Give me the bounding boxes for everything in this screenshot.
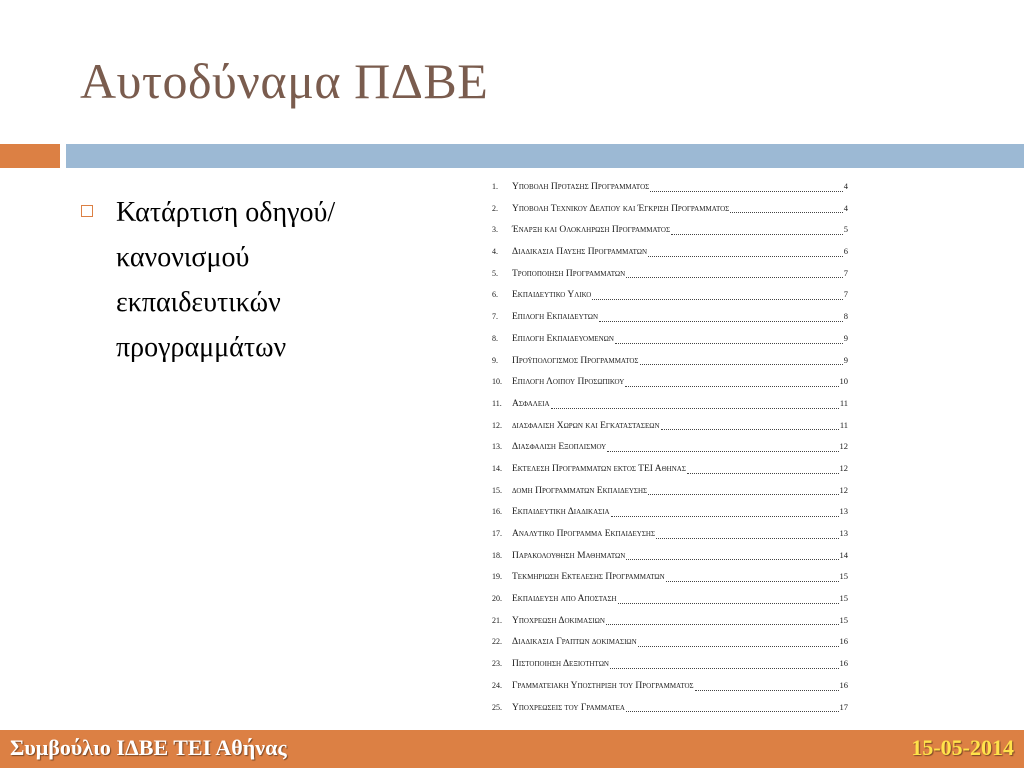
toc-page-number: 6 xyxy=(843,246,848,257)
toc-row xyxy=(492,593,848,615)
toc-page-number: 8 xyxy=(843,311,848,322)
toc-title: Εκπαιδευτικη Διαδικασια xyxy=(512,507,610,518)
toc-page-number: 11 xyxy=(839,397,848,408)
toc-leader-dots xyxy=(650,190,843,192)
toc-title: Υποχρεωσεις του Γραμματεα xyxy=(512,702,625,713)
toc-row xyxy=(492,203,848,225)
toc-title: Προϋπολογισμος Προγραμματος xyxy=(512,355,639,366)
toc-row xyxy=(492,680,848,702)
slide-title: Αυτοδύναμα ΠΔΒΕ xyxy=(80,53,489,109)
toc-title: Έναρξη και Ολοκληρωση Προγραμματος xyxy=(512,225,671,236)
toc-title: Υποβολη Τεχνικου Δελτιου και Έγκριση Προγραμματος xyxy=(512,203,730,214)
footer-organization: Συμβούλιο ΙΔΒΕ ΤΕΙ Αθήνας xyxy=(10,735,287,760)
toc-title: δομη Προγραμματων Εκπαιδευσης xyxy=(512,485,648,496)
toc-row xyxy=(492,528,848,550)
toc-number: 25. xyxy=(492,702,502,712)
toc-leader-dots xyxy=(625,385,838,387)
toc-title: Ασφαλεια xyxy=(512,398,550,409)
toc-row xyxy=(492,289,848,311)
toc-title: Επιλογη Εκπαιδευομενων xyxy=(512,333,614,344)
toc-number: 2. xyxy=(492,203,498,213)
toc-title: Υποβολη Προτασης Προγραμματος xyxy=(512,182,650,192)
toc-row xyxy=(492,224,848,246)
toc-page-number: 9 xyxy=(843,332,848,343)
toc-title: Εκτελεση Προγραμματων εκτος ΤΕΙ Αθηνας xyxy=(512,463,686,474)
toc-number: 11. xyxy=(492,398,502,408)
toc-title: Επιλογη Εκπαιδευτων xyxy=(512,312,599,323)
toc-row xyxy=(492,702,848,724)
toc-leader-dots xyxy=(648,255,843,257)
toc-page-number: 16 xyxy=(839,679,848,690)
toc-leader-dots xyxy=(611,515,839,517)
toc-number: 15. xyxy=(492,485,502,495)
toc-leader-dots xyxy=(730,211,842,213)
toc-page-number: 12 xyxy=(839,441,848,452)
toc-title: Γραμματειακη Υποστηριξη του Προγραμματος xyxy=(512,680,694,691)
toc-leader-dots xyxy=(615,342,843,344)
toc-leader-dots xyxy=(626,710,839,712)
toc-page-number: 5 xyxy=(843,224,848,235)
toc-leader-dots xyxy=(626,276,843,278)
toc-number: 22. xyxy=(492,637,502,647)
toc-number: 23. xyxy=(492,659,502,669)
toc-row xyxy=(492,615,848,637)
toc-leader-dots xyxy=(638,645,839,647)
toc-number: 3. xyxy=(492,225,498,235)
toc-number: 8. xyxy=(492,333,498,343)
toc-row xyxy=(492,636,848,658)
toc-leader-dots xyxy=(695,689,839,691)
toc-page-number: 12 xyxy=(839,462,848,473)
toc-leader-dots xyxy=(610,667,839,669)
toc-number: 14. xyxy=(492,463,502,473)
toc-number: 10. xyxy=(492,377,502,387)
toc-row xyxy=(492,658,848,680)
toc-leader-dots xyxy=(592,298,842,300)
footer-bar xyxy=(0,730,1024,768)
toc-title: Εκπαιδευση απο Αποσταση xyxy=(512,594,617,605)
toc-row xyxy=(492,550,848,572)
toc-number: 24. xyxy=(492,680,502,690)
toc-number: 20. xyxy=(492,594,502,604)
toc-page-number: 7 xyxy=(843,267,848,278)
toc-leader-dots xyxy=(618,602,839,604)
toc-leader-dots xyxy=(661,428,839,430)
toc-row xyxy=(492,441,848,463)
toc-page-number: 15 xyxy=(839,614,848,625)
toc-title: Τροποποιηση Προγραμματων xyxy=(512,268,626,279)
toc-row xyxy=(492,420,848,442)
toc-number: 17. xyxy=(492,529,502,538)
toc-row xyxy=(492,485,848,507)
toc-row xyxy=(492,181,848,203)
toc-number: 16. xyxy=(492,507,502,517)
toc-row xyxy=(492,571,848,593)
toc-leader-dots xyxy=(607,450,838,452)
toc-row xyxy=(492,376,848,398)
header-band xyxy=(66,144,1024,168)
toc-title: Τεκμηριωση Εκτελεσης Προγραμματων xyxy=(512,572,665,583)
toc-leader-dots xyxy=(671,233,843,235)
toc-page-number: 13 xyxy=(839,528,848,538)
toc-page-number: 13 xyxy=(839,506,848,517)
bullet-text: Κατάρτιση οδηγού/κανονισμού εκπαιδευτικών προγραμμάτων xyxy=(116,197,336,363)
toc-row xyxy=(492,398,848,420)
bullet-square-icon xyxy=(81,205,93,217)
toc-number: 18. xyxy=(492,550,502,560)
footer-date: 15-05-2014 xyxy=(911,735,1014,760)
toc-page-number: 4 xyxy=(843,202,848,213)
toc-number: 4. xyxy=(492,247,498,257)
accent-bar xyxy=(0,144,60,168)
toc-number: 13. xyxy=(492,442,502,452)
toc-number: 12. xyxy=(492,420,502,430)
toc-number: 6. xyxy=(492,290,498,300)
toc-row xyxy=(492,355,848,377)
toc-title: Πιστοποιηση Δεξιοτητων xyxy=(512,659,609,670)
toc-row xyxy=(492,268,848,290)
toc-number: 21. xyxy=(492,615,502,625)
toc-leader-dots xyxy=(666,580,839,582)
toc-title: διασφαλιση Χωρων και Εγκαταστασεων xyxy=(512,420,660,431)
toc-page-number: 10 xyxy=(839,376,848,387)
toc-number: 19. xyxy=(492,572,502,582)
toc-page-number: 12 xyxy=(839,484,848,495)
toc-title: Παρακολουθηση Μαθηματων xyxy=(512,550,626,561)
toc-page-number: 17 xyxy=(839,701,848,712)
toc-title: Διαδικασια Παυσης Προγραμματων xyxy=(512,247,648,258)
toc-leader-dots xyxy=(626,558,838,560)
toc-page-number: 15 xyxy=(839,571,848,582)
toc-page-number: 11 xyxy=(839,419,848,430)
toc-title: Εκπαιδευτικο Υλικο xyxy=(512,290,592,301)
toc-row xyxy=(492,506,848,528)
toc-page-number: 7 xyxy=(843,289,848,300)
toc-row xyxy=(492,463,848,485)
toc-leader-dots xyxy=(551,407,839,409)
toc-number: 9. xyxy=(492,355,498,365)
toc-row xyxy=(492,333,848,355)
toc-number: 1. xyxy=(492,182,498,191)
toc-title: Διαδικασια Γραπτων δοκιμασιων xyxy=(512,637,637,648)
toc-number: 5. xyxy=(492,268,498,278)
toc-leader-dots xyxy=(648,493,838,495)
toc-row xyxy=(492,311,848,333)
toc-title: Διασφαλιση Εξοπλισμου xyxy=(512,442,607,453)
toc-leader-dots xyxy=(640,363,843,365)
toc-leader-dots xyxy=(687,472,839,474)
toc-leader-dots xyxy=(599,320,843,322)
toc-leader-dots xyxy=(656,537,838,539)
toc-page-number: 9 xyxy=(843,354,848,365)
toc-title: Αναλυτικο Προγραμμα Εκπαιδευσης xyxy=(512,529,656,539)
toc-page-number: 16 xyxy=(839,658,848,669)
toc-title: Επιλογη Λοιπου Προσωπικου xyxy=(512,377,625,388)
toc-page-number: 16 xyxy=(839,636,848,647)
toc-row xyxy=(492,246,848,268)
toc-number: 7. xyxy=(492,312,498,322)
toc-page-number: 4 xyxy=(843,181,848,191)
toc-page-number: 14 xyxy=(839,549,848,560)
toc-title: Υποχρεωση Δοκιμασιων xyxy=(512,615,605,626)
toc-page-number: 15 xyxy=(839,593,848,604)
toc-leader-dots xyxy=(606,623,839,625)
table-of-contents-image xyxy=(492,181,848,723)
